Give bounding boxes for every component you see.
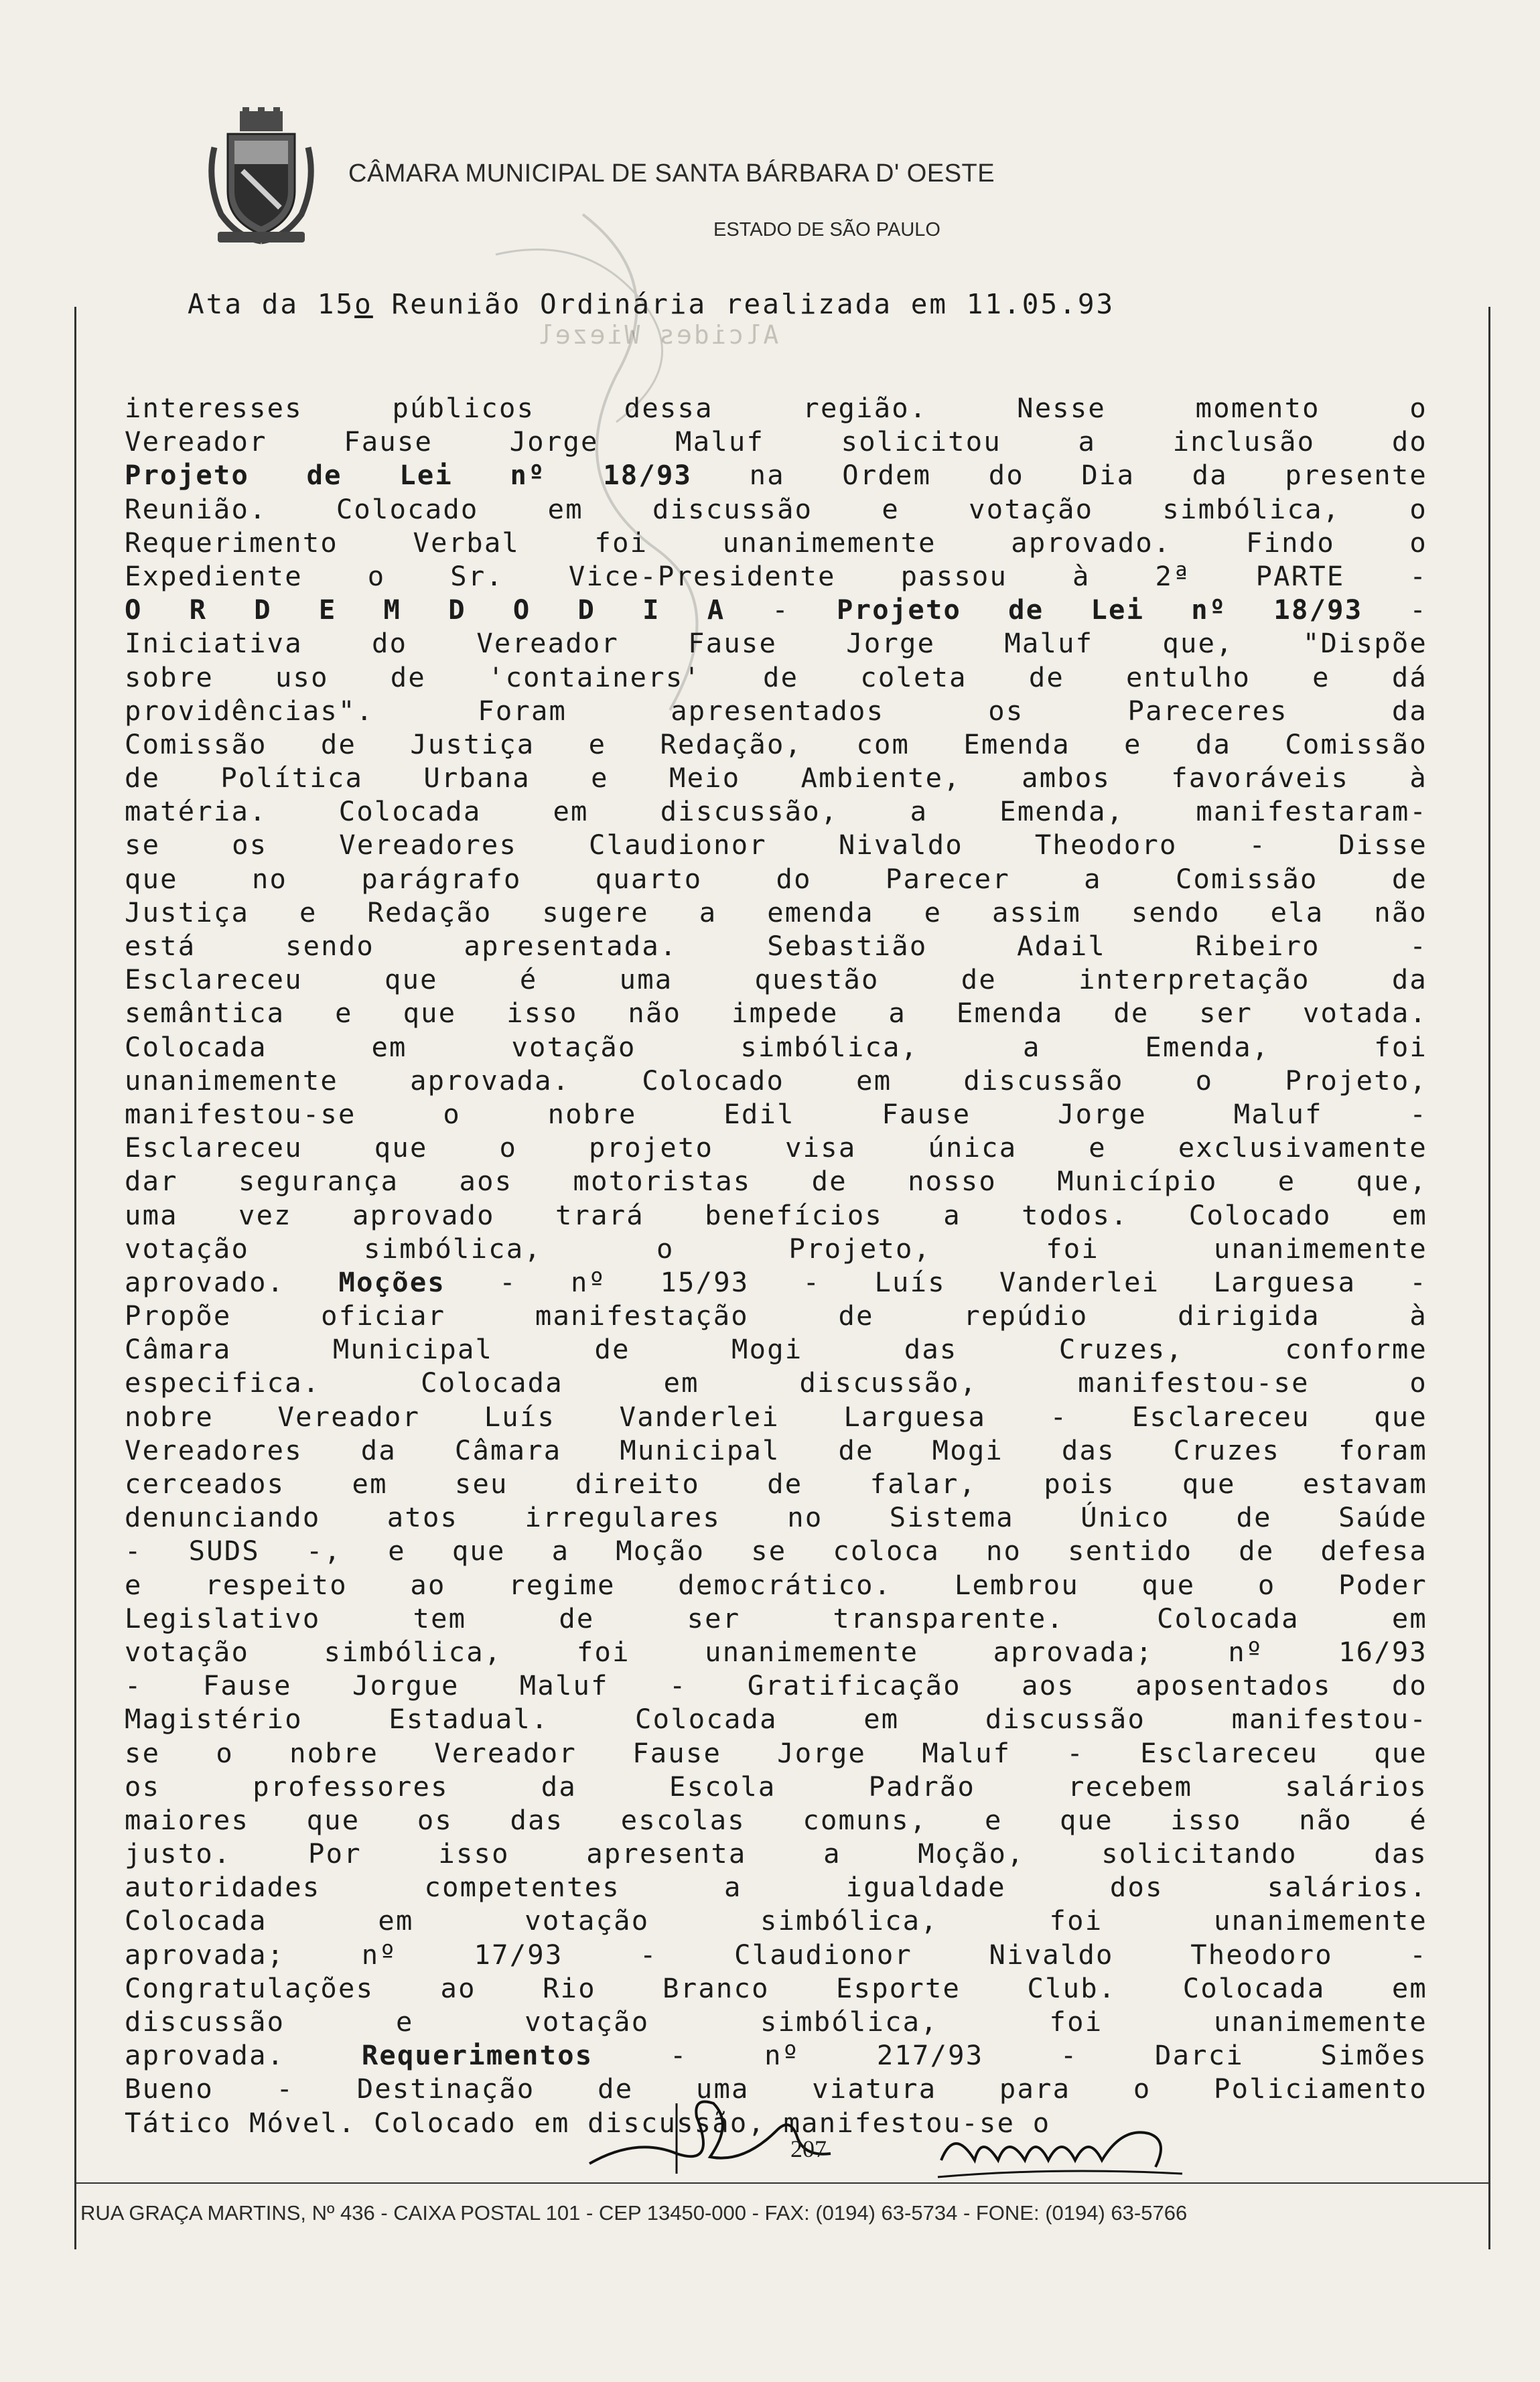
text-line: se o nobre Vereador Fause Jorge Maluf - Esclareceu que xyxy=(125,1736,1427,1769)
text-line: e respeito ao regime democrático. Lembrou que o Poder xyxy=(125,1568,1427,1601)
text-line: O R D E M D O D I A - Projeto de Lei nº 18/93 - xyxy=(125,593,1427,626)
text-line: de Política Urbana e Meio Ambiente, ambos favoráveis à xyxy=(125,762,1427,794)
text-line: Magistério Estadual. Colocada em discussão manifestou- xyxy=(125,1703,1427,1736)
faint-stamp-flourish xyxy=(415,201,884,804)
page-number: 207 xyxy=(790,2135,827,2162)
text-line: semântica e que isso não impede a Emenda de ser votada. xyxy=(125,997,1427,1030)
signature-right xyxy=(934,2113,1189,2187)
text-line: interesses públicos dessa região. Nesse momento o xyxy=(125,392,1427,424)
text-line: matéria. Colocada em discussão, a Emenda, manifestaram- xyxy=(125,795,1427,828)
bleed-through-text: Alcides Wiezel xyxy=(536,320,779,350)
text-line: justo. Por isso apresenta a Moção, solicitando das xyxy=(125,1837,1427,1870)
text-line: Congratulações ao Rio Branco Esporte Club. Colocada em xyxy=(125,1971,1427,2004)
text-line: está sendo apresentada. Sebastião Adail Ribeiro - xyxy=(125,930,1427,962)
text-line: Justiça e Redação sugere a emenda e assim sendo ela não xyxy=(125,896,1427,928)
footer-rule xyxy=(74,2182,1488,2184)
coat-of-arms-icon xyxy=(201,107,322,248)
text-line: uma vez aprovado trará benefícios a todos. Colocado em xyxy=(125,1198,1427,1231)
text-line: Vereador Fause Jorge Maluf solicitou a inclusão do xyxy=(125,425,1427,458)
text-line: votação simbólica, o Projeto, foi unanimemente xyxy=(125,1232,1427,1265)
text-line: Câmara Municipal de Mogi das Cruzes, conforme xyxy=(125,1333,1427,1366)
text-line: Vereadores da Câmara Municipal de Mogi das Cruzes foram xyxy=(125,1433,1427,1466)
text-line: Esclareceu que o projeto visa única e exclusivamente xyxy=(125,1131,1427,1164)
text-line: aprovado. Moções - nº 15/93 - Luís Vanderlei Larguesa - xyxy=(125,1265,1427,1298)
text-line: denunciando atos irregulares no Sistema Único de Saúde xyxy=(125,1501,1427,1534)
header-subtitle: ESTADO DE SÃO PAULO xyxy=(713,219,940,240)
text-line: Tático Móvel. Colocado em discussão, manifestou-se o xyxy=(125,2106,1051,2139)
text-line: Propõe oficiar manifestação de repúdio dirigida à xyxy=(125,1300,1427,1332)
text-line: os professores da Escola Padrão recebem salários xyxy=(125,1770,1427,1803)
text-line: discussão e votação simbólica, foi unanimemente xyxy=(125,2006,1427,2038)
text-line: Colocada em votação simbólica, a Emenda, foi xyxy=(125,1030,1427,1063)
text-line: votação simbólica, foi unanimemente aprovada; nº 16/93 xyxy=(125,1635,1427,1668)
text-line: autoridades competentes a igualdade dos salários. xyxy=(125,1871,1427,1904)
text-line: Legislativo tem de ser transparente. Colocada em xyxy=(125,1602,1427,1634)
title-prefix: Ata da 15 xyxy=(188,288,355,320)
title-suffix: Reunião Ordinária realizada em 11.05.93 xyxy=(372,288,1115,320)
text-line: dar segurança aos motoristas de nosso Município e que, xyxy=(125,1165,1427,1198)
text-line: Comissão de Justiça e Redação, com Emenda e da Comissão xyxy=(125,727,1427,760)
text-line: Requerimento Verbal foi unanimemente aprovado. Findo o xyxy=(125,526,1427,559)
text-line: manifestou-se o nobre Edil Fause Jorge Maluf - xyxy=(125,1097,1427,1130)
text-line: Iniciativa do Vereador Fause Jorge Maluf que, "Dispõe xyxy=(125,627,1427,660)
text-line: especifica. Colocada em discussão, manifestou-se o xyxy=(125,1367,1427,1399)
text-line: cerceados em seu direito de falar, pois que estavam xyxy=(125,1468,1427,1500)
title-ordinal: o xyxy=(354,288,373,320)
text-line: que no parágrafo quarto do Parecer a Comissão de xyxy=(125,862,1427,895)
text-line: Colocada em votação simbólica, foi unanimemente xyxy=(125,1904,1427,1937)
text-line: sobre uso de 'containers' de coleta de entulho e dá xyxy=(125,660,1427,693)
text-line: Esclareceu que é uma questão de interpretação da xyxy=(125,963,1427,996)
text-line: Expediente o Sr. Vice-Presidente passou à 2ª PARTE - xyxy=(125,559,1427,592)
header-title: CÂMARA MUNICIPAL DE SANTA BÁRBARA D' OESTE xyxy=(348,159,995,188)
text-line: aprovada. Requerimentos - nº 217/93 - Darci Simões xyxy=(125,2039,1427,2072)
text-line: nobre Vereador Luís Vanderlei Larguesa - Esclareceu que xyxy=(125,1400,1427,1433)
text-line: - Fause Jorgue Maluf - Gratificação aos aposentados do xyxy=(125,1669,1427,1702)
text-line: maiores que os das escolas comuns, e que isso não é xyxy=(125,1803,1427,1836)
footer-address: RUA GRAÇA MARTINS, Nº 436 - CAIXA POSTAL 101 - CEP 13450-000 - FAX: (0194) 63-5734 - FONE: (0194) 63-5766 xyxy=(80,2201,1188,2225)
text-line: Reunião. Colocado em discussão e votação simbólica, o xyxy=(125,492,1427,525)
text-line: aprovada; nº 17/93 - Claudionor Nivaldo Theodoro - xyxy=(125,1938,1427,1971)
text-line: - SUDS -, e que a Moção se coloca no sentido de defesa xyxy=(125,1535,1427,1567)
text-line: Bueno - Destinação de uma viatura para o Policiamento xyxy=(125,2073,1427,2105)
right-margin-rule xyxy=(1488,307,1490,2249)
left-margin-rule xyxy=(74,307,76,2249)
text-line: providências". Foram apresentados os Pareceres da xyxy=(125,694,1427,727)
text-line: se os Vereadores Claudionor Nivaldo Theodoro - Disse xyxy=(125,829,1427,861)
text-line: Projeto de Lei nº 18/93 na Ordem do Dia da presente xyxy=(125,459,1428,492)
text-line: unanimemente aprovada. Colocado em discussão o Projeto, xyxy=(125,1064,1427,1097)
